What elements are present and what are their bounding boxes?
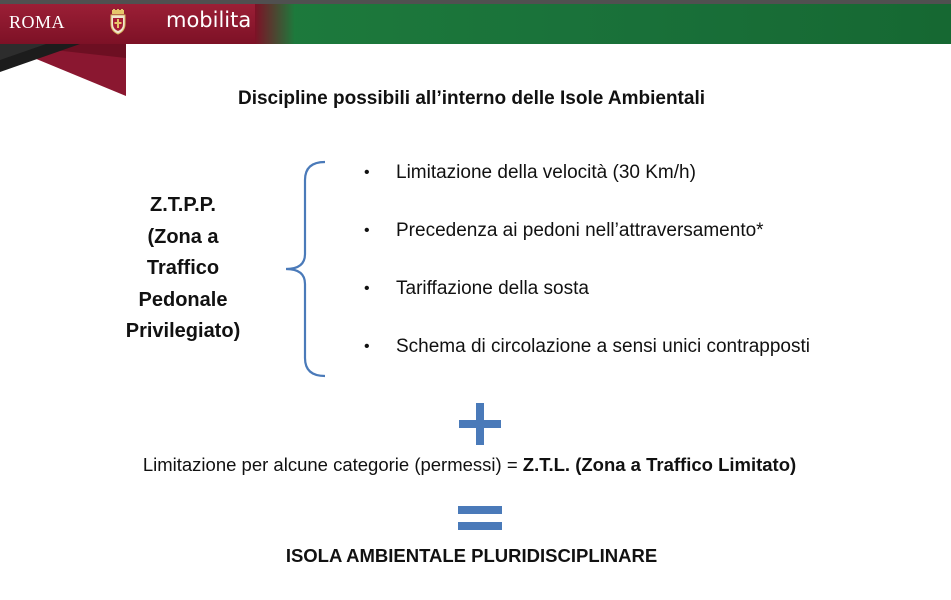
ztpp-line: Traffico (146, 257, 220, 279)
bullet-icon: • (364, 338, 370, 355)
ztl-bold-text: Z.T.L. (Zona a Traffico Limitato) (522, 454, 797, 475)
bullet-icon: • (364, 280, 370, 297)
bullet-icon: • (364, 164, 370, 181)
bullet-icon: • (364, 222, 370, 239)
ztpp-line: Privilegiato) (125, 320, 241, 342)
curly-brace-icon (283, 160, 329, 378)
plus-icon (459, 403, 501, 445)
ztl-description (0, 454, 951, 476)
list-item-text: Limitazione della velocità (30 Km/h) (396, 162, 696, 183)
app-name-label: mobilita (166, 8, 252, 32)
brand-roma-label: ROMA (9, 12, 66, 32)
list-item-text: Precedenza ai pedoni nell’attraversamento* (396, 220, 764, 241)
result-title: ISOLA AMBIENTALE PLURIDISCIPLINARE (285, 545, 658, 566)
slide-title: Discipline possibili all’interno delle Isole Ambientali (237, 88, 705, 109)
header-band-transition (255, 4, 295, 44)
ztpp-label (108, 190, 258, 348)
list-item (364, 332, 810, 390)
roma-crest-icon (109, 9, 127, 35)
ztpp-line: (Zona a (147, 225, 219, 248)
list-item-text: Schema di circolazione a sensi unici contrapposti (396, 336, 810, 357)
header-green-band (270, 4, 951, 44)
ztpp-line: Pedonale (138, 288, 228, 311)
equals-icon (458, 505, 502, 531)
list-item (364, 274, 810, 332)
discipline-list (364, 158, 810, 390)
ztl-prefix-text: Limitazione per alcune categorie (permessi) = (142, 454, 523, 475)
header-banner (0, 0, 951, 44)
ztpp-line: Z.T.P.P. (150, 194, 216, 216)
list-item-text: Tariffazione della sosta (396, 278, 589, 299)
list-item (364, 158, 810, 216)
list-item (364, 216, 810, 274)
